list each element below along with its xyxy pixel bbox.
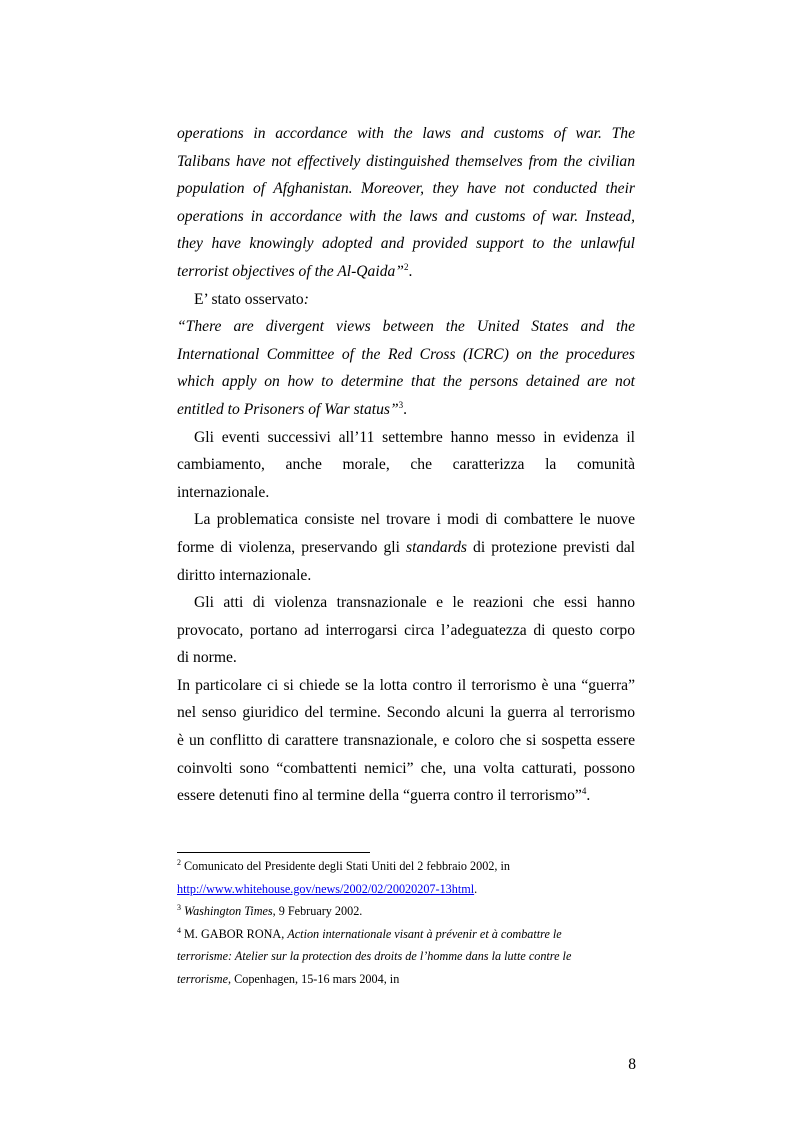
footnote-ref-4[interactable]: 4	[581, 786, 587, 797]
footnote-author: M. GABOR RONA,	[181, 926, 288, 941]
quote-line: “There are divergent views between the United States and the	[177, 318, 635, 336]
quote-icrc	[177, 313, 635, 423]
quote-line: operations in accordance with the laws and customs of war. Instead,	[177, 207, 635, 225]
paragraph-line-last	[177, 782, 635, 810]
paragraph-line: internazionale.	[177, 483, 270, 501]
observed-line	[177, 286, 635, 314]
footnote-title: Washington Times	[181, 904, 273, 919]
text-fragment: di protezione previsti dal	[467, 538, 635, 556]
emphasis-standards: standards	[406, 538, 467, 556]
paragraph-line: è un conflitto di carattere transnazionale, e coloro che si sospetta essere	[177, 732, 635, 750]
footnote-text: , Copenhagen, 15-16 mars 2004, in	[228, 971, 400, 986]
paragraph-line: coinvolti sono “combattenti nemici” che, una volta catturati, possono	[177, 759, 635, 777]
quote-line: Talibans have not effectively distinguished themselves from the civilian	[177, 152, 635, 170]
quote-line-last	[177, 396, 635, 424]
paragraph-text: essere detenuti fino al termine della “guerra contro il terrorismo”	[177, 787, 582, 805]
footnote-3	[177, 900, 635, 923]
quote-text: entitled to Prisoners of War status	[177, 400, 390, 418]
quote-line: which apply on how to determine that the persons detained are not	[177, 373, 635, 391]
paragraph-line: nel senso giuridico del termine. Secondo alcuni la guerra al terrorismo	[177, 704, 635, 722]
quote-line: they have knowingly adopted and provided support to the unlawful	[177, 235, 635, 253]
footnotes	[177, 855, 635, 991]
footnote-4-tail	[177, 968, 635, 991]
quote-taliban	[177, 120, 635, 286]
paragraph-line: Gli atti di violenza transnazionale e le reazioni che essi hanno	[194, 594, 635, 612]
paragraph-line	[177, 534, 635, 562]
footnote-ref-2[interactable]: 2	[403, 261, 409, 272]
footnote-title: Action internationale visant à prévenir et à combattre le	[287, 926, 562, 941]
footnote-2-link-line	[177, 878, 635, 901]
page-number: 8	[628, 1056, 636, 1073]
footnote-number: 2	[177, 858, 181, 867]
footnote-number: 3	[177, 903, 181, 913]
whitehouse-link[interactable]: http://www.whitehouse.gov/news/2002/02/20020207-13html	[177, 881, 475, 896]
paragraph-line: La problematica consiste nel trovare i modi di combattere le nuove	[194, 511, 635, 529]
paragraph-line: In particolare ci si chiede se la lotta contro il terrorismo è una “guerra”	[177, 676, 635, 694]
paragraph-problem	[177, 506, 635, 589]
quote-close: ”	[395, 262, 404, 280]
observed-text: E’ stato osservato	[194, 290, 304, 308]
footnote-ref-3[interactable]: 3	[398, 399, 404, 410]
quote-line: operations in accordance with the laws and customs of war. The	[177, 125, 635, 142]
quote-line: International Committee of the Red Cross (ICRC) on the procedures	[177, 345, 635, 363]
footnote-title: terrorisme	[177, 971, 229, 986]
paragraph-violence	[177, 589, 635, 672]
paragraph-line: Gli eventi successivi all’11 settembre hanno messo in evidenza il	[194, 428, 635, 446]
paragraph-line: di norme.	[177, 649, 237, 667]
quote-line: population of Afghanistan. Moreover, they have not conducted their	[177, 180, 635, 198]
footnote-text: , 9 February 2002.	[272, 904, 363, 919]
footnote-2	[177, 855, 635, 878]
body-text	[177, 120, 635, 810]
quote-text: terrorist objectives of the Al-Qaida	[177, 262, 396, 280]
period: .	[586, 787, 591, 805]
footnote-separator	[177, 852, 370, 853]
period: .	[403, 400, 408, 418]
paragraph-war-on-terror	[177, 672, 635, 810]
footnote-period: .	[474, 881, 478, 896]
quote-line-last	[177, 258, 635, 286]
paragraph-line: provocato, portano ad interrogarsi circa l’adeguatezza di questo corpo	[177, 621, 635, 639]
footnote-number: 4	[177, 925, 181, 935]
paragraph-line: cambiamento, anche morale, che caratterizza la comunità	[177, 456, 635, 474]
period: .	[408, 262, 413, 280]
footnote-title-line: terrorisme: Atelier sur la protection des droits de l’homme dans la lutte contre le	[177, 949, 572, 964]
footnote-4	[177, 923, 635, 946]
paragraph-line: diritto internazionale.	[177, 566, 312, 584]
paragraph-events	[177, 424, 635, 507]
text-fragment: forme di violenza, preservando gli	[177, 538, 407, 556]
observed-colon: :	[303, 290, 309, 308]
footnote-text: Comunicato del Presidente degli Stati Uniti del 2 febbraio 2002, in	[181, 859, 511, 873]
quote-close: ”	[389, 400, 399, 418]
